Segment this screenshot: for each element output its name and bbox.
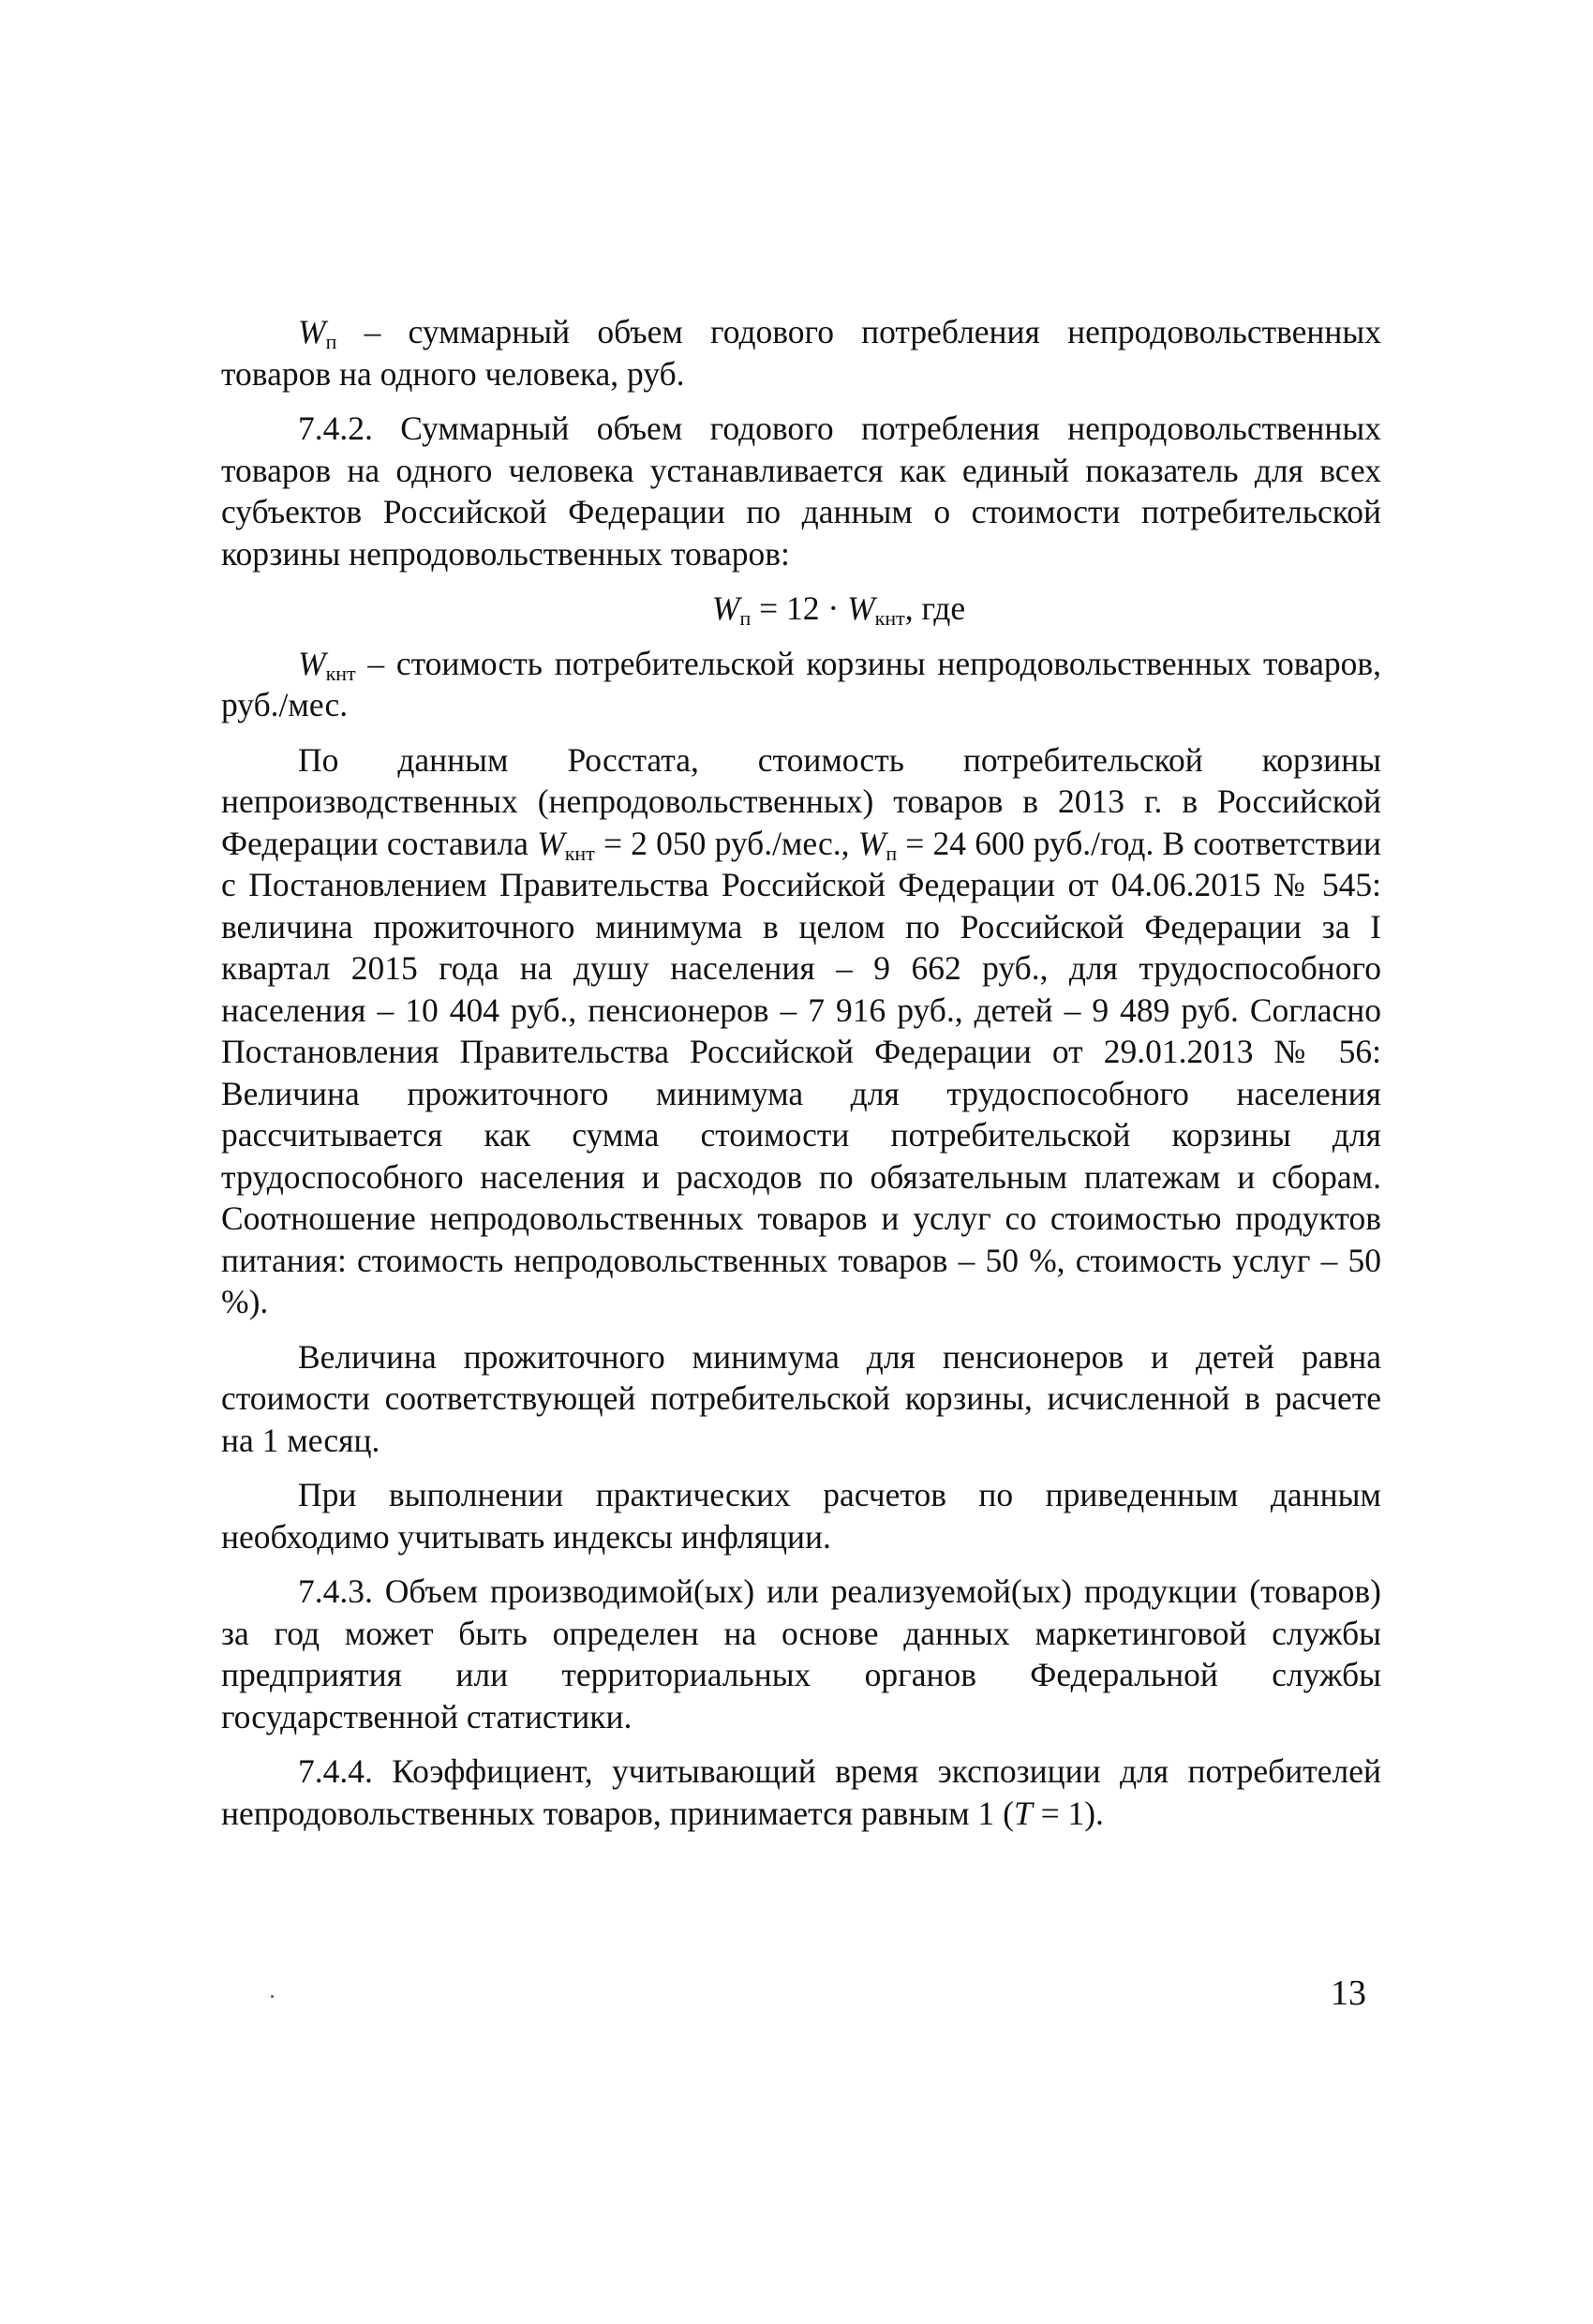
page-body: [221, 311, 1381, 1834]
paragraph-7-4-3: 7.4.3. Объем производимой(ых) или реализуемой(ых) продукции (товаров) за год может быть определен на основе данных маркетинговой службы предприятия или территориальных органов Федеральной службы государственной статистики.: [221, 1572, 1381, 1736]
paragraph-7-4-4: [221, 1750, 1381, 1834]
formula-rhs-subscript: кнт: [874, 606, 905, 630]
formula-rhs-variable: W: [847, 589, 875, 627]
formula-wn: [221, 588, 1381, 630]
paragraph-7-4-2: 7.4.2. Суммарный объем годового потребления непродовольственных товаров на одного человека устанавливается как единый показатель для всех субъектов Российской Федерации по данным о стоимости потребительской корзины непродовольственных товаров:: [221, 410, 1381, 573]
coefficient-tail: = 1).: [1032, 1794, 1104, 1832]
subscript-knt: кнт: [325, 661, 356, 685]
rosstat-text-part1: По данным Росстата, стоимость потребительской корзины непроизводственных (непродовольственных) товаров в 2013 г. в Российской Федерации составила: [221, 740, 1381, 862]
variable-t: T: [1013, 1794, 1033, 1832]
page-number: 13: [1331, 1974, 1366, 2013]
coefficient-text: 7.4.4. Коэффициент, учитывающий время экспозиции для потребителей непродовольственных товаров, принимается равным 1 (: [221, 1752, 1381, 1832]
paragraph-inflation: При выполнении практических расчетов по приведенным данным необходимо учитывать индексы инфляции.: [221, 1476, 1381, 1556]
subscript-n: п: [886, 841, 898, 865]
paragraph-wn-definition: [221, 311, 1381, 395]
paragraph-wknt-definition: [221, 643, 1381, 726]
paragraph-pensioners-children: Величина прожиточного минимума для пенсионеров и детей равна стоимости соответствующей потребительской корзины, исчисленной в расчете на 1 месяц.: [221, 1337, 1381, 1459]
variable-w: W: [857, 824, 886, 862]
scan-speck: [271, 1995, 274, 1998]
formula-tail: , где: [904, 589, 966, 627]
formula-lhs-subscript: п: [739, 606, 752, 630]
formula-operator: = 12 ·: [751, 589, 848, 627]
formula-lhs-variable: W: [711, 589, 740, 627]
subscript-knt: кнт: [564, 841, 595, 865]
subscript-n: п: [325, 330, 337, 353]
rosstat-text-part2: = 2 050 руб./мес.,: [594, 824, 858, 862]
variable-w: W: [298, 644, 326, 682]
wknt-definition-text: – стоимость потребительской корзины непродовольственных товаров, руб./мес.: [221, 644, 1381, 723]
variable-w: W: [537, 824, 565, 862]
paragraph-rosstat-data: [221, 739, 1381, 1323]
rosstat-text-part3: = 24 600 руб./год. В соответствии с Постановлением Правительства Российской Федерации от 04.06.2015 № 545: величина прожиточного минимума в целом по Российской Федерации за I квартал 2015 года на душу населения – 9 662 руб., для трудоспособного населения – 10 404 руб., пенсионеров – 7 916 руб., детей – 9 489 руб. Согласно Постановления Правительства Российской Федерации от 29.01.2013 № 56: Величина прожиточного минимума для трудоспособного населения рассчитывается как сумма стоимости потребительской корзины для трудоспособного населения и расходов по обязательным платежам и сборам. Соотношение непродовольственных товаров и услуг со стоимостью продуктов питания: стоимость непродовольственных товаров – 50 %, стоимость услуг – 50 %).: [221, 824, 1381, 1320]
wn-definition-text: – суммарный объем годового потребления непродовольственных товаров на одного человека, руб.: [221, 313, 1381, 393]
variable-w: W: [298, 313, 326, 350]
